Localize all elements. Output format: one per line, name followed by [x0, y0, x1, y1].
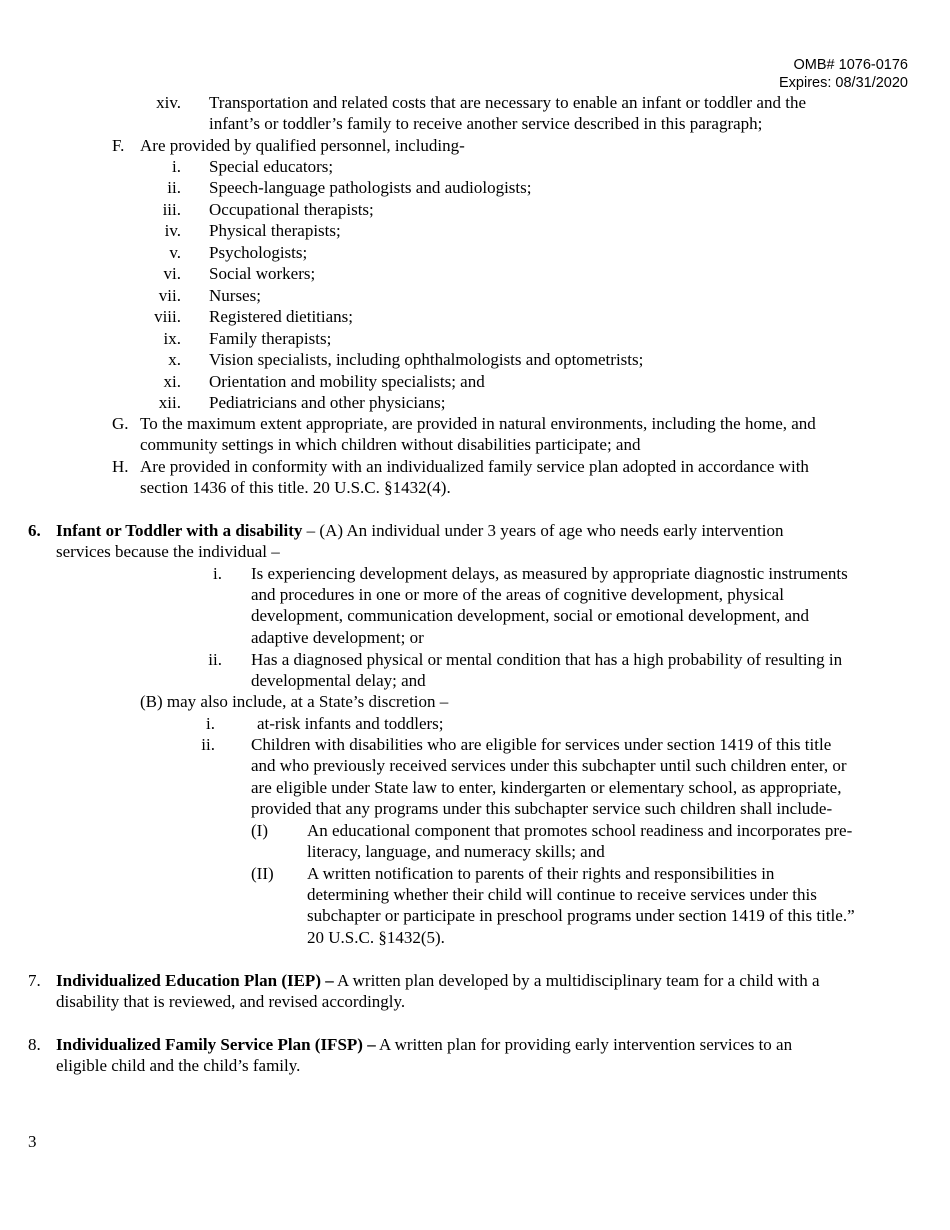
definition-term: Individualized Family Service Plan (IFSP) – [56, 1035, 376, 1054]
list-number: iii. [162, 200, 181, 219]
list-item-text: at-risk infants and toddlers; [257, 714, 444, 733]
list-item-text: provided that any programs under this subchapter service such children shall include- [251, 799, 833, 818]
definition-line [56, 520, 783, 541]
list-number: v. [169, 243, 181, 262]
list-number: vi. [163, 264, 181, 283]
section-letter: G. [112, 414, 129, 433]
list-item-text: literacy, language, and numeracy skills; and [307, 842, 605, 861]
list-number: vii. [158, 286, 181, 305]
subsection-b-intro: (B) may also include, at a State’s discretion – [140, 692, 449, 711]
list-item-text: Family therapists; [209, 329, 332, 348]
definition-text: eligible child and the child’s family. [56, 1056, 301, 1075]
omb-number: OMB# 1076-0176 [793, 57, 908, 73]
list-number: xii. [158, 393, 181, 412]
list-item-text: development, communication development, social or emotional development, and [251, 606, 810, 625]
list-item-text: Psychologists; [209, 243, 308, 262]
definition-text: – (A) An individual under 3 years of age who needs early intervention [302, 521, 784, 540]
list-item-text: developmental delay; and [251, 671, 426, 690]
list-item-text: Physical therapists; [209, 221, 341, 240]
list-item-text: Transportation and related costs that are necessary to enable an infant or toddler and the [209, 93, 807, 112]
list-item-text: are eligible under State law to enter, kindergarten or elementary school, as appropriate, [251, 778, 842, 797]
list-item-text: An educational component that promotes school readiness and incorporates pre- [307, 821, 853, 840]
list-number: (II) [251, 864, 274, 883]
list-number: xi. [163, 372, 181, 391]
list-item-text: Is experiencing development delays, as measured by appropriate diagnostic instruments [251, 564, 848, 583]
list-item-text: A written notification to parents of their rights and responsibilities in [307, 864, 775, 883]
list-item-text: determining whether their child will continue to receive services under this [307, 885, 817, 904]
definition-number: 7. [28, 971, 41, 990]
definition-text: A written plan developed by a multidisciplinary team for a child with a [333, 971, 820, 990]
list-item-text: Vision specialists, including ophthalmologists and optometrists; [209, 350, 644, 369]
list-item-text: Has a diagnosed physical or mental condition that has a high probability of resulting in [251, 650, 843, 669]
definition-text: services because the individual – [56, 542, 280, 561]
list-item-text: Speech-language pathologists and audiologists; [209, 178, 532, 197]
list-number: iv. [164, 221, 181, 240]
list-item-text: Nurses; [209, 286, 261, 305]
definition-line [56, 970, 820, 991]
list-item-text: Social workers; [209, 264, 316, 283]
list-item-text: Children with disabilities who are eligible for services under section 1419 of this title [251, 735, 832, 754]
list-item-text: and procedures in one or more of the areas of cognitive development, physical [251, 585, 784, 604]
section-text: To the maximum extent appropriate, are provided in natural environments, including the home, and [140, 414, 816, 433]
list-number: ii. [167, 178, 181, 197]
list-item-text: subchapter or participate in preschool programs under section 1419 of this title.” [307, 906, 855, 925]
definition-number: 6. [28, 521, 41, 540]
list-item-text: infant’s or toddler’s family to receive another service described in this paragraph; [209, 114, 763, 133]
definition-line [56, 1034, 792, 1055]
section-text: community settings in which children without disabilities participate; and [140, 435, 641, 454]
section-letter: H. [112, 457, 129, 476]
list-number: ii. [208, 650, 222, 669]
list-number: x. [168, 350, 181, 369]
section-text: section 1436 of this title. 20 U.S.C. §1432(4). [140, 478, 451, 497]
section-text: Are provided in conformity with an individualized family service plan adopted in accordance with [140, 457, 809, 476]
page-number: 3 [28, 1132, 37, 1151]
list-number: i. [213, 564, 222, 583]
list-item-text: Occupational therapists; [209, 200, 374, 219]
definition-number: 8. [28, 1035, 41, 1054]
list-item-text: and who previously received services under this subchapter until such children enter, or [251, 756, 847, 775]
list-item-text: adaptive development; or [251, 628, 424, 647]
section-text: Are provided by qualified personnel, including- [140, 136, 465, 155]
list-number: xiv. [156, 93, 181, 112]
list-item-text: Orientation and mobility specialists; and [209, 372, 485, 391]
list-item-text: 20 U.S.C. §1432(5). [307, 928, 445, 947]
list-number: (I) [251, 821, 268, 840]
definition-text: disability that is reviewed, and revised accordingly. [56, 992, 406, 1011]
list-item-text: Registered dietitians; [209, 307, 353, 326]
definition-text: A written plan for providing early intervention services to an [375, 1035, 793, 1054]
list-number: ix. [163, 329, 181, 348]
list-number: i. [206, 714, 215, 733]
expiration-date: Expires: 08/31/2020 [779, 75, 908, 91]
list-number: i. [172, 157, 181, 176]
definition-term: Individualized Education Plan (IEP) – [56, 971, 334, 990]
definition-term: Infant or Toddler with a disability [56, 521, 303, 540]
list-item-text: Special educators; [209, 157, 334, 176]
list-number: ii. [201, 735, 215, 754]
list-number: viii. [154, 307, 181, 326]
list-item-text: Pediatricians and other physicians; [209, 393, 446, 412]
section-letter: F. [112, 136, 125, 155]
